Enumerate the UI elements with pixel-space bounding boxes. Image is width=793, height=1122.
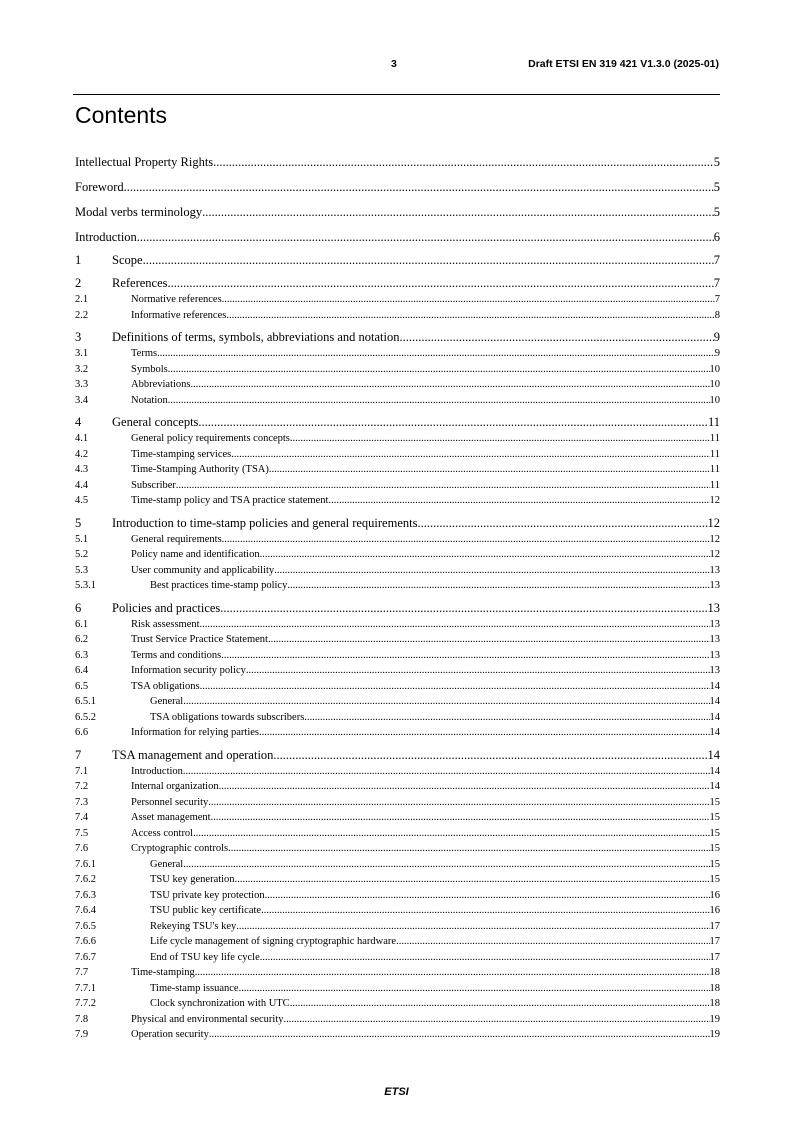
toc-leader-dots: [260, 547, 710, 563]
toc-entry[interactable]: [75, 515, 720, 532]
toc-entry-number: 4.3: [75, 464, 89, 475]
toc-entry-page: 14: [707, 747, 720, 762]
toc-entry-number: 7.6: [75, 843, 89, 854]
toc-entry-label: Symbols: [131, 363, 168, 375]
toc-entry-page: 14: [709, 781, 720, 792]
toc-entry-page: 10: [709, 379, 720, 390]
page-title: Contents: [75, 102, 168, 128]
toc-entry-page: 12: [709, 495, 720, 506]
toc-leader-dots: [260, 950, 710, 966]
toc-leader-dots: [202, 204, 714, 221]
toc-entry[interactable]: [75, 764, 720, 780]
toc-entry-label: Best practices time-stamp policy: [150, 580, 288, 591]
toc-entry-page: 11: [709, 448, 720, 460]
toc-entry-number: 6.5.2: [75, 711, 96, 723]
toc-entry-page: 13: [709, 618, 720, 630]
toc-entry-number: 6.4: [75, 665, 89, 676]
toc-leader-dots: [193, 826, 709, 842]
header-page-number: 3: [391, 58, 397, 70]
toc-entry-label: TSU private key protection: [150, 889, 265, 901]
toc-leader-dots: [211, 810, 710, 826]
toc-entry-label: Policies and practices: [112, 600, 221, 615]
toc-entry-page: 6: [713, 230, 720, 244]
toc-entry-label: Introduction: [131, 765, 183, 777]
toc-entry-label: References: [112, 276, 168, 290]
toc-entry[interactable]: [75, 934, 720, 950]
toc-entry[interactable]: [75, 981, 720, 997]
toc-entry-label: Physical and environmental security: [131, 1013, 284, 1025]
toc-entry-number: 2: [75, 276, 82, 290]
toc-leader-dots: [231, 447, 710, 463]
toc-entry[interactable]: [75, 532, 720, 548]
toc-entry-number: 7.4: [75, 812, 89, 823]
toc-entry-page: 7: [713, 276, 720, 290]
toc-entry-page: 7: [713, 253, 720, 267]
toc-entry-label: General concepts: [112, 415, 199, 429]
toc-entry-number: 5: [75, 515, 82, 530]
toc-entry[interactable]: [75, 888, 720, 904]
toc-entry-label: Information security policy: [131, 665, 246, 676]
toc-entry-label: TSU public key certificate: [150, 905, 262, 916]
toc-entry[interactable]: [75, 1012, 720, 1028]
toc-leader-dots: [209, 1027, 710, 1043]
toc-entry-label: Operation security: [131, 1029, 209, 1040]
toc-entry-label: Modal verbs terminology: [75, 205, 203, 219]
toc-leader-dots: [239, 981, 710, 997]
toc-entry-label: Clock synchronization with UTC: [150, 998, 290, 1009]
toc-entry-number: 7.2: [75, 781, 89, 792]
toc-entry[interactable]: [75, 275, 720, 292]
toc-entry-page: 15: [709, 796, 720, 808]
toc-entry-page: 5: [713, 155, 720, 169]
toc-entry[interactable]: [75, 431, 720, 447]
toc-entry-number: 7.1: [75, 765, 89, 777]
toc-entry-number: 7.7.1: [75, 982, 96, 994]
toc-entry[interactable]: [75, 292, 720, 308]
toc-entry-label: User community and applicability: [131, 564, 275, 576]
header-rule: [73, 94, 720, 95]
toc-entry-page: 19: [709, 1013, 720, 1025]
toc-leader-dots: [183, 764, 710, 780]
toc-entry[interactable]: [75, 826, 720, 842]
toc-entry-number: 5.3: [75, 564, 89, 576]
toc-entry[interactable]: [75, 308, 720, 324]
toc-entry-label: Foreword: [75, 180, 124, 194]
toc-entry-label: TSA management and operation: [112, 747, 274, 762]
toc-entry[interactable]: [75, 617, 720, 633]
toc-entry-label: End of TSU key life cycle: [150, 951, 260, 963]
toc-entry-number: 6.2: [75, 634, 89, 645]
toc-leader-dots: [219, 779, 710, 795]
toc-entry-page: 15: [709, 812, 720, 823]
toc-entry[interactable]: [75, 377, 720, 393]
toc-entry-page: 12: [709, 533, 720, 545]
toc-entry-label: Terms: [131, 348, 158, 359]
toc-entry-page: 11: [707, 415, 720, 429]
toc-entry-label: Life cycle management of signing cryptographic hardware: [150, 936, 397, 947]
toc-entry-page: 11: [709, 433, 720, 444]
toc-entry[interactable]: [75, 648, 720, 664]
toc-entry[interactable]: [75, 857, 720, 873]
toc-entry-page: 15: [709, 827, 720, 839]
toc-entry[interactable]: [75, 547, 720, 563]
toc-entry-label: Definitions of terms, symbols, abbreviations and notation: [112, 330, 400, 344]
toc-entry-label: Cryptographic controls: [131, 843, 229, 854]
toc-entry-label: Time-Stamping Authority (TSA): [131, 464, 269, 475]
toc-entry-label: Time-stamping: [131, 967, 195, 978]
toc-entry-page: 13: [709, 649, 720, 661]
toc-leader-dots: [396, 934, 709, 950]
toc-entry[interactable]: [75, 779, 720, 795]
toc-entry-page: 18: [709, 967, 720, 978]
toc-leader-dots: [124, 179, 714, 196]
toc-entry[interactable]: [75, 493, 720, 509]
toc-entry-number: 4.1: [75, 433, 89, 444]
toc-entry-number: 6.6: [75, 727, 89, 738]
toc-entry-label: Introduction: [75, 230, 137, 244]
toc-entry[interactable]: [75, 179, 720, 196]
toc-entry[interactable]: [75, 600, 720, 617]
toc-entry-number: 7.6.1: [75, 858, 96, 870]
toc-entry-label: Normative references: [131, 294, 222, 305]
toc-leader-dots: [200, 617, 710, 633]
toc-leader-dots: [168, 393, 710, 409]
toc-entry-label: Terms and conditions: [131, 649, 222, 661]
toc-entry[interactable]: [75, 632, 720, 648]
toc-entry[interactable]: [75, 362, 720, 378]
toc-entry[interactable]: [75, 810, 720, 826]
toc-entry-label: Time-stamp issuance: [150, 982, 239, 994]
toc-entry[interactable]: [75, 252, 720, 269]
toc-leader-dots: [222, 292, 715, 308]
toc-leader-dots: [284, 1012, 710, 1028]
toc-entry-label: General: [150, 858, 184, 870]
toc-entry-number: 7.6.2: [75, 874, 96, 885]
toc-entry-number: 7.9: [75, 1029, 89, 1040]
toc-leader-dots: [268, 632, 710, 648]
toc-entry-number: 7.5: [75, 827, 89, 839]
toc-entry[interactable]: [75, 710, 720, 726]
toc-entry-number: 7.6.4: [75, 905, 96, 916]
toc-leader-dots: [220, 600, 707, 617]
toc-entry-label: Abbreviations: [131, 379, 191, 390]
toc-leader-dots: [183, 857, 709, 873]
toc-leader-dots: [259, 725, 710, 741]
toc-entry-page: 13: [709, 665, 720, 676]
toc-leader-dots: [198, 414, 708, 431]
toc-entry-label: Introduction to time-stamp policies and general requirements: [112, 515, 418, 530]
table-of-contents: [75, 146, 720, 1043]
toc-entry-page: 14: [709, 711, 720, 723]
toc-entry-number: 3.1: [75, 348, 89, 359]
toc-leader-dots: [287, 578, 709, 594]
header-document-id: Draft ETSI EN 319 421 V1.3.0 (2025-01): [528, 58, 719, 70]
toc-entry-number: 7.6.7: [75, 951, 96, 963]
toc-entry-label: Information for relying parties: [131, 727, 259, 738]
toc-entry-page: 13: [709, 580, 720, 591]
toc-entry-page: 12: [709, 549, 720, 560]
toc-entry-page: 17: [709, 936, 720, 947]
toc-leader-dots: [213, 154, 714, 171]
toc-entry[interactable]: [75, 346, 720, 362]
toc-leader-dots: [228, 841, 709, 857]
toc-entry-number: 6.5.1: [75, 696, 96, 707]
toc-entry-page: 13: [709, 634, 720, 645]
toc-leader-dots: [226, 308, 714, 324]
toc-leader-dots: [176, 478, 710, 494]
toc-leader-dots: [265, 888, 710, 904]
toc-entry-number: 2.2: [75, 309, 89, 321]
toc-leader-dots: [274, 563, 709, 579]
toc-entry-label: Personnel security: [131, 796, 209, 808]
toc-entry-label: Risk assessment: [131, 618, 200, 630]
toc-entry-page: 17: [709, 920, 720, 932]
toc-entry-page: 10: [709, 394, 720, 406]
toc-entry-page: 11: [709, 479, 720, 491]
toc-entry-number: 3: [75, 330, 82, 344]
toc-leader-dots: [137, 229, 714, 246]
toc-entry-number: 1: [75, 253, 82, 267]
toc-entry[interactable]: [75, 950, 720, 966]
toc-entry[interactable]: [75, 694, 720, 710]
toc-leader-dots: [236, 919, 709, 935]
toc-entry-page: 15: [709, 874, 720, 885]
toc-leader-dots: [261, 903, 709, 919]
toc-entry[interactable]: [75, 965, 720, 981]
toc-entry-number: 7.7.2: [75, 998, 96, 1009]
toc-entry-label: Asset management: [131, 812, 211, 823]
toc-entry-number: 3.2: [75, 363, 89, 375]
toc-entry[interactable]: [75, 447, 720, 463]
toc-entry-label: Notation: [131, 394, 168, 406]
toc-entry-number: 5.3.1: [75, 580, 96, 591]
toc-entry-number: 6: [75, 600, 82, 615]
toc-entry-number: 3.4: [75, 394, 89, 406]
toc-entry[interactable]: [75, 872, 720, 888]
toc-entry[interactable]: [75, 747, 720, 764]
toc-entry-page: 5: [713, 205, 720, 219]
toc-leader-dots: [304, 710, 709, 726]
toc-entry-label: Subscriber: [131, 479, 176, 491]
toc-entry-page: 15: [709, 843, 720, 854]
toc-entry[interactable]: [75, 996, 720, 1012]
toc-entry-number: 7.6.6: [75, 936, 96, 947]
toc-entry-number: 4: [75, 415, 82, 429]
toc-entry-number: 4.4: [75, 479, 89, 491]
toc-entry-page: 9: [713, 330, 720, 344]
toc-entry-label: TSU key generation: [150, 874, 235, 885]
toc-entry-page: 5: [713, 180, 720, 194]
toc-entry[interactable]: [75, 154, 720, 171]
toc-entry-label: Trust Service Practice Statement: [131, 634, 268, 645]
toc-entry-number: 4.5: [75, 495, 89, 506]
toc-entry-number: 7.6.3: [75, 889, 96, 901]
toc-leader-dots: [208, 795, 709, 811]
toc-entry-number: 5.2: [75, 549, 89, 560]
toc-leader-dots: [157, 346, 715, 362]
toc-leader-dots: [222, 532, 710, 548]
toc-entry-number: 7.7: [75, 967, 89, 978]
toc-entry-number: 2.1: [75, 294, 89, 305]
toc-entry-page: 19: [709, 1029, 720, 1040]
toc-entry[interactable]: [75, 462, 720, 478]
toc-entry-label: Intellectual Property Rights: [75, 155, 214, 169]
toc-leader-dots: [168, 362, 710, 378]
toc-entry[interactable]: [75, 795, 720, 811]
toc-entry-label: Scope: [112, 253, 143, 267]
toc-entry-page: 13: [709, 564, 720, 576]
toc-entry[interactable]: [75, 679, 720, 695]
toc-entry-page: 15: [709, 858, 720, 870]
toc-entry-number: 6.1: [75, 618, 89, 630]
toc-leader-dots: [168, 275, 714, 292]
toc-entry[interactable]: [75, 841, 720, 857]
toc-entry-number: 7.6.5: [75, 920, 96, 932]
toc-entry-page: 17: [709, 951, 720, 963]
toc-entry-page: 14: [709, 727, 720, 738]
toc-leader-dots: [235, 872, 710, 888]
toc-entry[interactable]: [75, 563, 720, 579]
toc-entry-page: 7: [714, 294, 720, 305]
toc-entry-number: 6.5: [75, 680, 89, 692]
toc-entry-page: 12: [707, 515, 720, 530]
toc-entry-label: General policy requirements concepts: [131, 433, 290, 444]
toc-entry-page: 10: [709, 363, 720, 375]
toc-entry[interactable]: [75, 478, 720, 494]
toc-leader-dots: [183, 694, 709, 710]
toc-entry[interactable]: [75, 329, 720, 346]
toc-entry[interactable]: [75, 919, 720, 935]
toc-entry[interactable]: [75, 903, 720, 919]
toc-entry-page: 16: [709, 889, 720, 901]
toc-leader-dots: [143, 252, 714, 269]
toc-leader-dots: [195, 965, 710, 981]
footer-etsi: ETSI: [384, 1086, 409, 1098]
toc-entry-number: 7.8: [75, 1013, 89, 1025]
toc-entry-page: 13: [707, 600, 720, 615]
toc-entry-label: TSA obligations towards subscribers: [150, 711, 305, 723]
toc-entry[interactable]: [75, 725, 720, 741]
toc-leader-dots: [328, 493, 709, 509]
toc-entry-label: Internal organization: [131, 781, 219, 792]
toc-entry-page: 11: [709, 464, 720, 475]
toc-entry-label: TSA obligations: [131, 680, 200, 692]
toc-entry[interactable]: [75, 393, 720, 409]
toc-entry-number: 3.3: [75, 379, 89, 390]
toc-leader-dots: [191, 377, 710, 393]
toc-leader-dots: [273, 747, 707, 764]
toc-entry-number: 7: [75, 747, 82, 762]
toc-entry-label: General: [150, 696, 184, 707]
toc-entry-page: 18: [709, 998, 720, 1009]
toc-leader-dots: [246, 663, 710, 679]
toc-entry[interactable]: [75, 414, 720, 431]
toc-leader-dots: [290, 431, 710, 447]
toc-entry-page: 14: [709, 765, 720, 777]
toc-entry[interactable]: [75, 204, 720, 221]
toc-entry[interactable]: [75, 229, 720, 246]
toc-entry[interactable]: [75, 1027, 720, 1043]
toc-entry-page: 14: [709, 696, 720, 707]
toc-entry-number: 6.3: [75, 649, 89, 661]
toc-entry-page: 14: [709, 680, 720, 692]
toc-entry-label: Access control: [131, 827, 194, 839]
toc-entry[interactable]: [75, 663, 720, 679]
toc-leader-dots: [290, 996, 710, 1012]
toc-entry-label: Informative references: [131, 309, 227, 321]
toc-leader-dots: [417, 515, 707, 532]
toc-entry-label: Rekeying TSU's key: [150, 920, 237, 932]
toc-entry-page: 9: [714, 348, 720, 359]
toc-entry-page: 16: [709, 905, 720, 916]
toc-entry-number: 7.3: [75, 796, 89, 808]
toc-entry-label: Time-stamping services: [131, 448, 232, 460]
toc-leader-dots: [399, 329, 713, 346]
toc-entry[interactable]: [75, 578, 720, 594]
toc-entry-page: 18: [709, 982, 720, 994]
toc-leader-dots: [200, 679, 710, 695]
toc-entry-label: General requirements: [131, 533, 222, 545]
toc-entry-label: Policy name and identification: [131, 549, 260, 560]
toc-leader-dots: [269, 462, 710, 478]
toc-entry-number: 4.2: [75, 448, 89, 460]
toc-entry-page: 8: [714, 309, 720, 321]
toc-entry-label: Time-stamp policy and TSA practice statement: [131, 495, 329, 506]
toc-leader-dots: [221, 648, 709, 664]
toc-entry-number: 5.1: [75, 533, 89, 545]
